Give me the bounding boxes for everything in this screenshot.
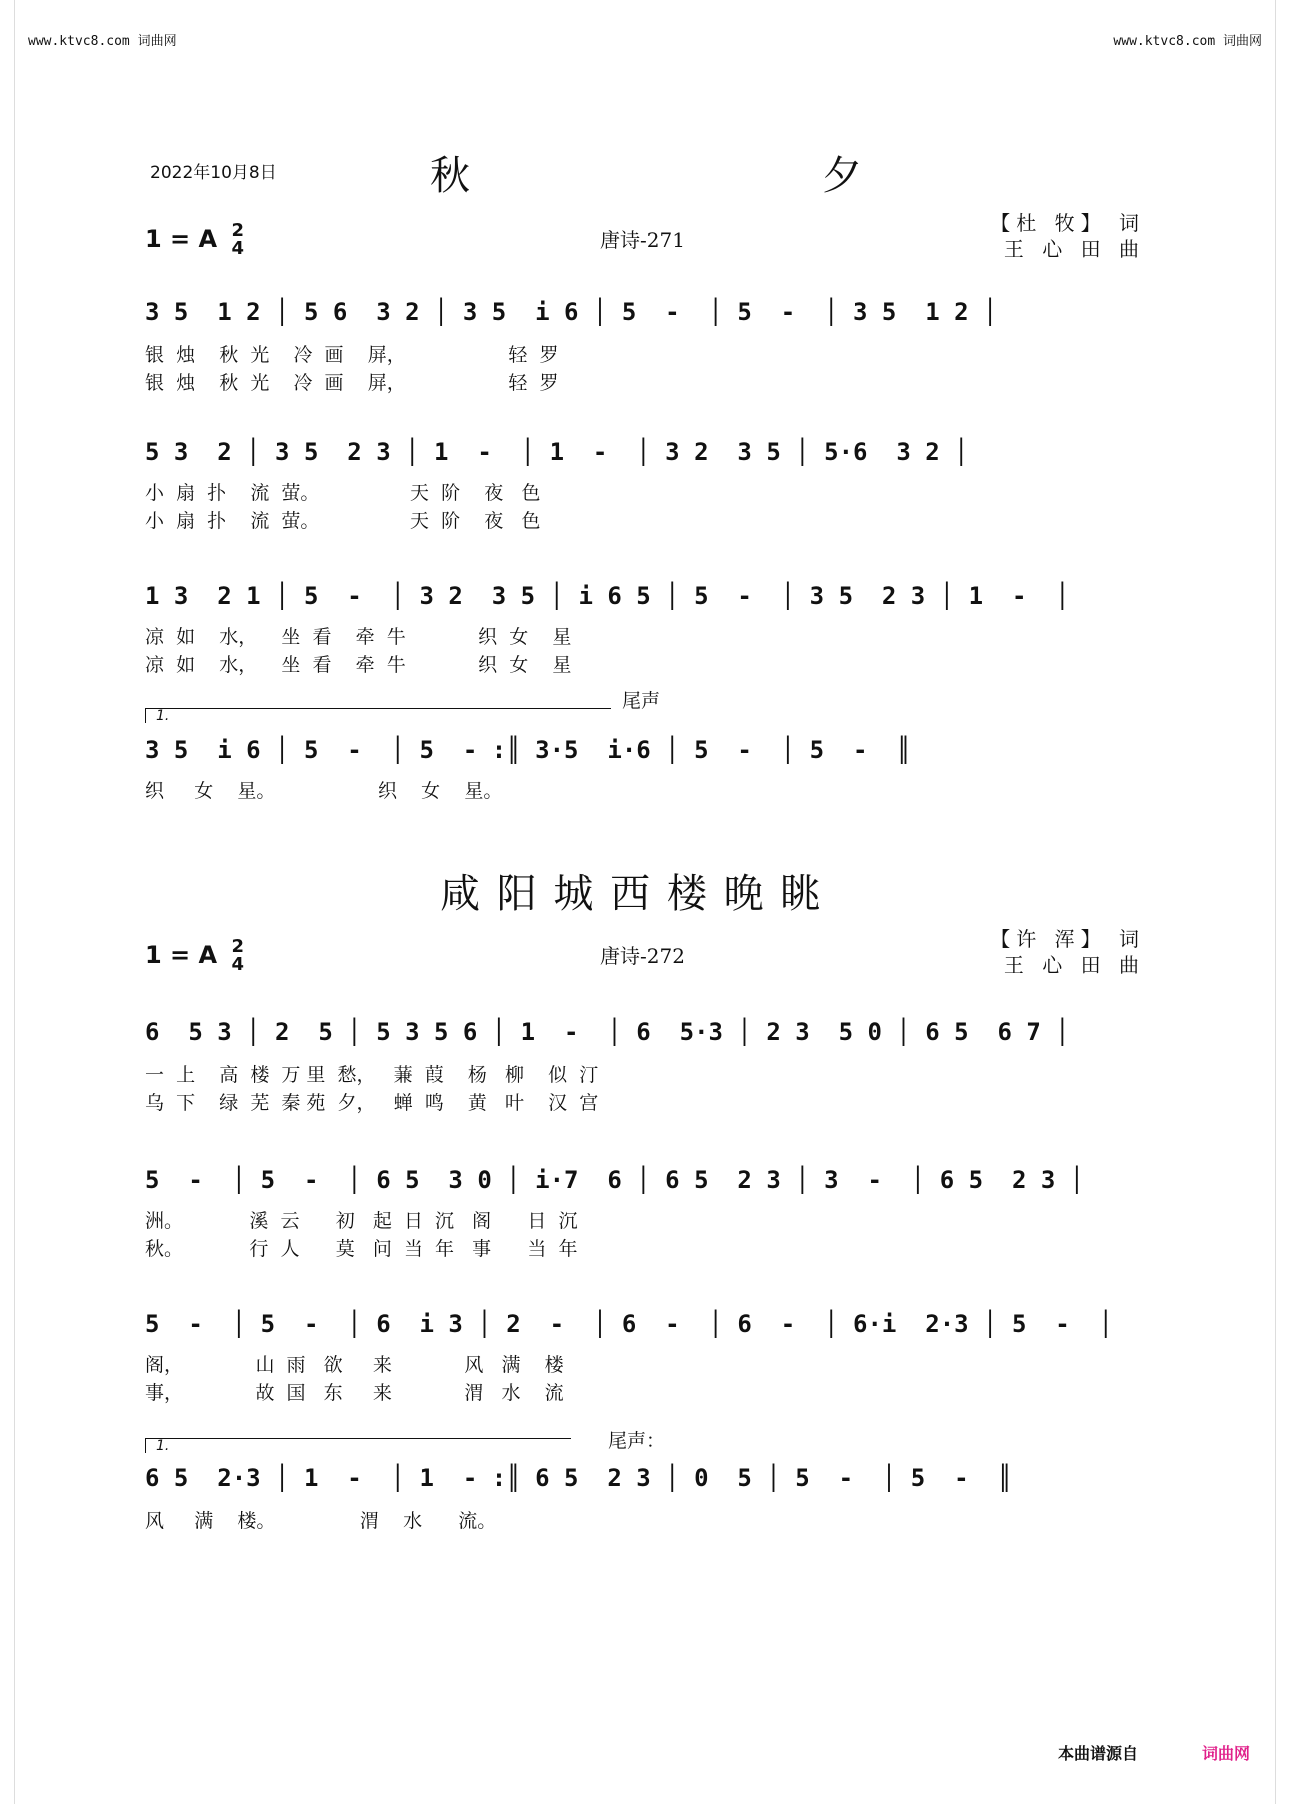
song1-coda-label: 尾声 (622, 690, 661, 712)
song2-composer: 王 心 田 曲 (1003, 953, 1145, 977)
song1-lyricist: 【杜 牧】 词 (990, 211, 1145, 235)
song2-credits (990, 926, 1145, 978)
song1-credits (990, 210, 1145, 262)
song1-notes-row-3: 1 3 2 1 │ 5 - │ 3 2 3 5 │ i 6 5 │ 5 - │ 3 5 2 3 │ 1 - │ (145, 582, 1070, 610)
song2-lyric-row-2b: 秋。 行 人 莫 问 当 年 事 当 年 (145, 1238, 578, 1260)
song2-lyric-row-3b: 事， 故 国 东 来 渭 水 流 (145, 1382, 564, 1404)
song2-subtitle: 唐诗-272 (600, 944, 685, 968)
song2-lyric-row-1a: 一 上 高 楼 万 里 愁， 蒹 葭 杨 柳 似 汀 (145, 1064, 599, 1086)
watermark-left: www.ktvc8.com 词曲网 (28, 34, 177, 49)
song2-first-ending: 1. (145, 1438, 571, 1453)
song1-lyric-row-4: 织 女 星。 织 女 星。 (145, 780, 503, 802)
left-margin-strip (0, 0, 15, 1804)
watermark-right: www.ktvc8.com 词曲网 (1113, 34, 1262, 49)
footer-site-link[interactable]: 词曲网 (1202, 1744, 1251, 1763)
song2-lyric-row-2a: 洲。 溪 云 初 起 日 沉 阁 日 沉 (145, 1210, 578, 1232)
song2-notes-row-1: 6 5 3 │ 2 5 │ 5 3 5 6 │ 1 - │ 6 5·3 │ 2 3 5 0 │ 6 5 6 7 │ (145, 1018, 1070, 1046)
song2-notes-row-3: 5 - │ 5 - │ 6 i 3 │ 2 - │ 6 - │ 6 - │ 6·i 2·3 │ 5 - │ (145, 1310, 1114, 1338)
song1-key: 1 = A (145, 225, 218, 253)
song1-notes-row-1: 3 5 1 2 │ 5 6 3 2 │ 3 5 i 6 │ 5 - │ 5 - │ 3 5 1 2 │ (145, 298, 998, 326)
song1-subtitle: 唐诗-271 (600, 228, 685, 252)
song2-lyric-row-1b: 乌 下 绿 芜 秦 苑 夕， 蝉 鸣 黄 叶 汉 宫 (145, 1092, 599, 1114)
song1-notes-row-2: 5 3 2 │ 3 5 2 3 │ 1 - │ 1 - │ 3 2 3 5 │ 5·6 3 2 │ (145, 438, 969, 466)
song1-composer: 王 心 田 曲 (1003, 237, 1145, 261)
footer-source-label: 本曲谱源自 (1058, 1744, 1139, 1763)
song1-first-ending: 1. (145, 708, 611, 723)
song2-lyric-row-4: 风 满 楼。 渭 水 流。 (145, 1510, 497, 1532)
song2-notes-row-4: 6 5 2·3 │ 1 - │ 1 - :║ 6 5 2 3 │ 0 5 │ 5 - │ 5 - ║ (145, 1464, 1012, 1492)
song1-title-second: 夕 (822, 153, 862, 199)
song1-lyric-row-3a: 凉 如 水， 坐 看 牵 牛 织 女 星 (145, 626, 572, 648)
song1-lyric-row-2a: 小 扇 扑 流 萤。 天 阶 夜 色 (145, 482, 541, 504)
song2-time-signature: 2 4 (231, 936, 244, 975)
song2-lyric-row-3a: 阁， 山 雨 欲 来 风 满 楼 (145, 1354, 564, 1376)
song1-lyric-row-1a: 银 烛 秋 光 冷 画 屏， 轻 罗 (145, 344, 559, 366)
song1-title-first: 秋 (430, 153, 470, 199)
song2-coda-label: 尾声： (608, 1430, 666, 1452)
song2-key: 1 = A (145, 941, 218, 969)
song1-key-signature (145, 222, 244, 258)
date-label: 2022年10月8日 (150, 163, 277, 183)
song2-notes-row-2: 5 - │ 5 - │ 6 5 3 0 │ i·7 6 │ 6 5 2 3 │ 3 - │ 6 5 2 3 │ (145, 1166, 1085, 1194)
song2-title: 咸 阳 城 西 楼 晚 眺 (440, 871, 823, 917)
song1-lyric-row-3b: 凉 如 水， 坐 看 牵 牛 织 女 星 (145, 654, 572, 676)
song2-lyricist: 【许 浑】 词 (990, 927, 1145, 951)
song1-time-signature: 2 4 (231, 220, 244, 259)
song2-key-signature (145, 938, 244, 974)
song1-lyric-row-1b: 银 烛 秋 光 冷 画 屏， 轻 罗 (145, 372, 559, 394)
right-margin-strip (1275, 0, 1290, 1804)
song1-lyric-row-2b: 小 扇 扑 流 萤。 天 阶 夜 色 (145, 510, 541, 532)
song1-notes-row-4: 3 5 i 6 │ 5 - │ 5 - :║ 3·5 i·6 │ 5 - │ 5 - ║ (145, 736, 911, 764)
